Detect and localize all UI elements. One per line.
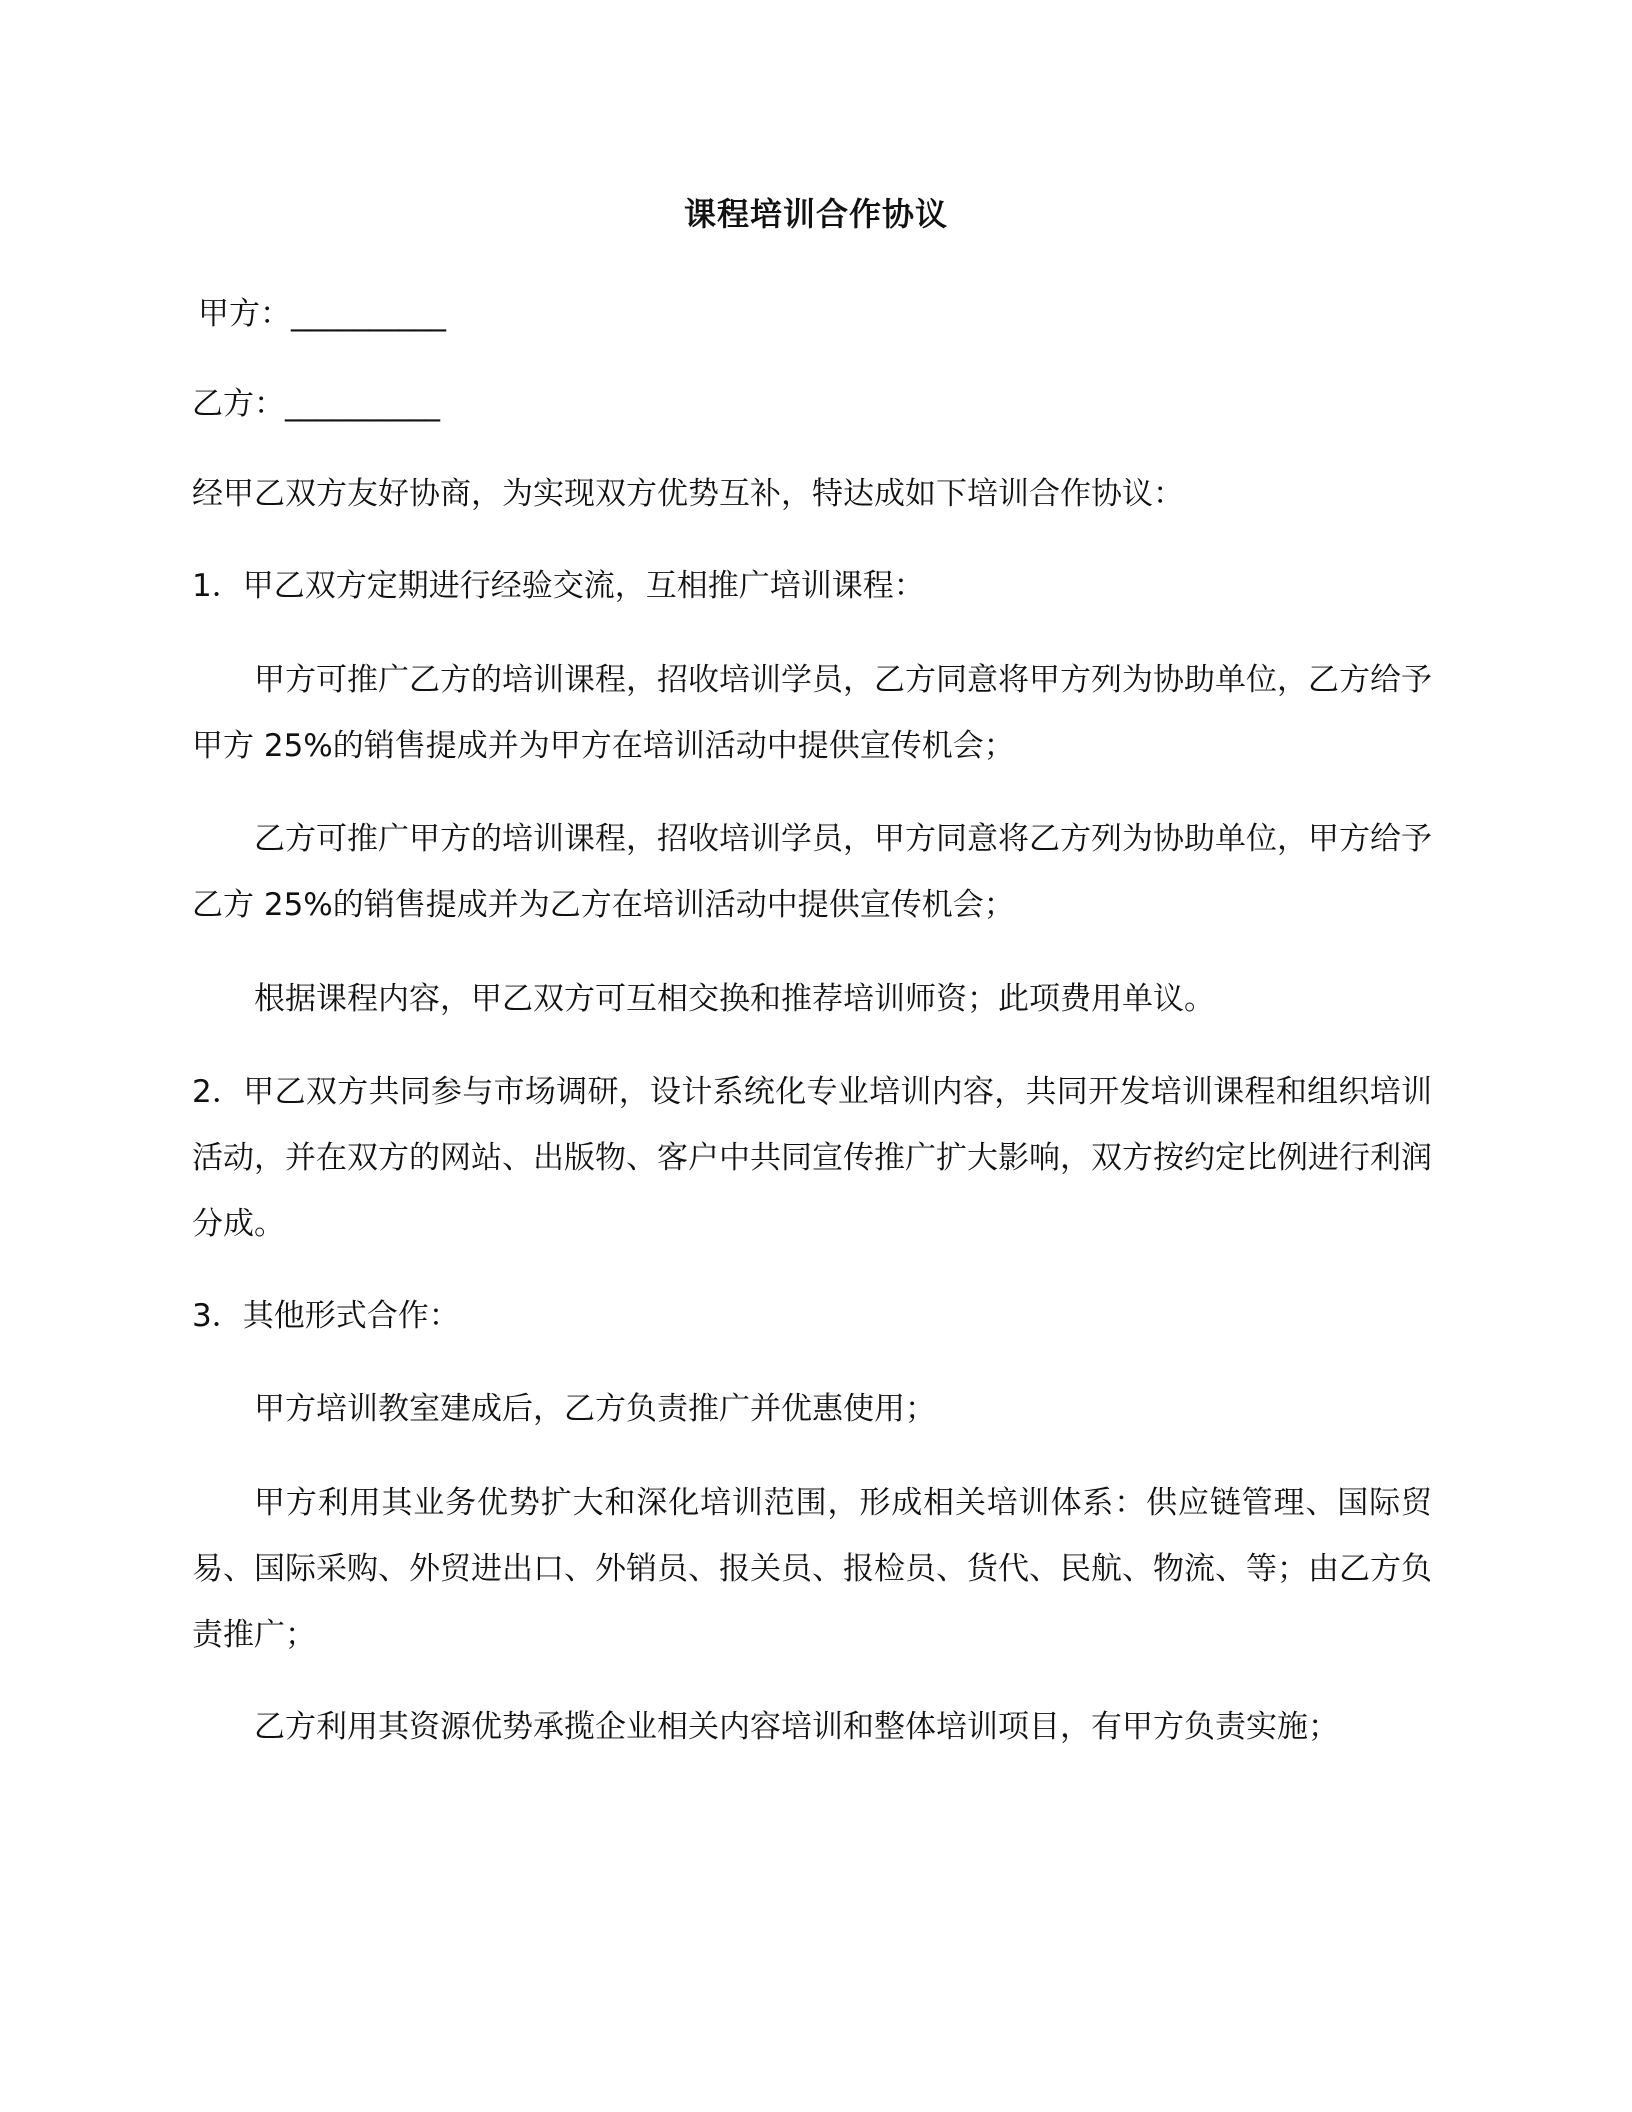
document-title: 课程培训合作协议 [683, 195, 948, 233]
intro-paragraph: 经甲乙双方友好协商，为实现双方优势互补，特达成如下培训合作协议： [192, 476, 1184, 512]
party-b-line: 乙方：__________ [192, 386, 440, 422]
section-3-paragraph-3: 乙方利用其资源优势承揽企业相关内容培训和整体培训项目，有甲方负责实施； [254, 1709, 1339, 1745]
party-a-line: 甲方：__________ [198, 296, 446, 332]
section-3-heading: 3．其他形式合作： [192, 1298, 460, 1334]
section-2-paragraph: 2．甲乙双方共同参与市场调研，设计系统化专业培训内容，共同开发培训课程和组织培训活动，并在双方的网站、出版物、客户中共同宣传推广扩大影响，双方按约定比例进行利润分成。 [192, 1074, 1432, 1242]
section-1-heading: 1．甲乙双方定期进行经验交流，互相推广培训课程： [192, 568, 925, 604]
section-1-paragraph-1: 甲方可推广乙方的培训课程，招收培训学员，乙方同意将甲方列为协助单位，乙方给予甲方 25%的销售提成并为甲方在培训活动中提供宣传机会； [192, 662, 1432, 764]
section-1-paragraph-3: 根据课程内容，甲乙双方可互相交换和推荐培训师资；此项费用单议。 [254, 981, 1215, 1017]
section-3-paragraph-1: 甲方培训教室建成后，乙方负责推广并优惠使用； [254, 1391, 936, 1427]
section-3-paragraph-2: 甲方利用其业务优势扩大和深化培训范围，形成相关培训体系：供应链管理、国际贸易、国际采购、外贸进出口、外销员、报关员、报检员、货代、民航、物流、等；由乙方负责推广； [192, 1485, 1432, 1653]
section-1-paragraph-2: 乙方可推广甲方的培训课程，招收培训学员，甲方同意将乙方列为协助单位，甲方给予乙方 25%的销售提成并为乙方在培训活动中提供宣传机会； [192, 821, 1432, 923]
